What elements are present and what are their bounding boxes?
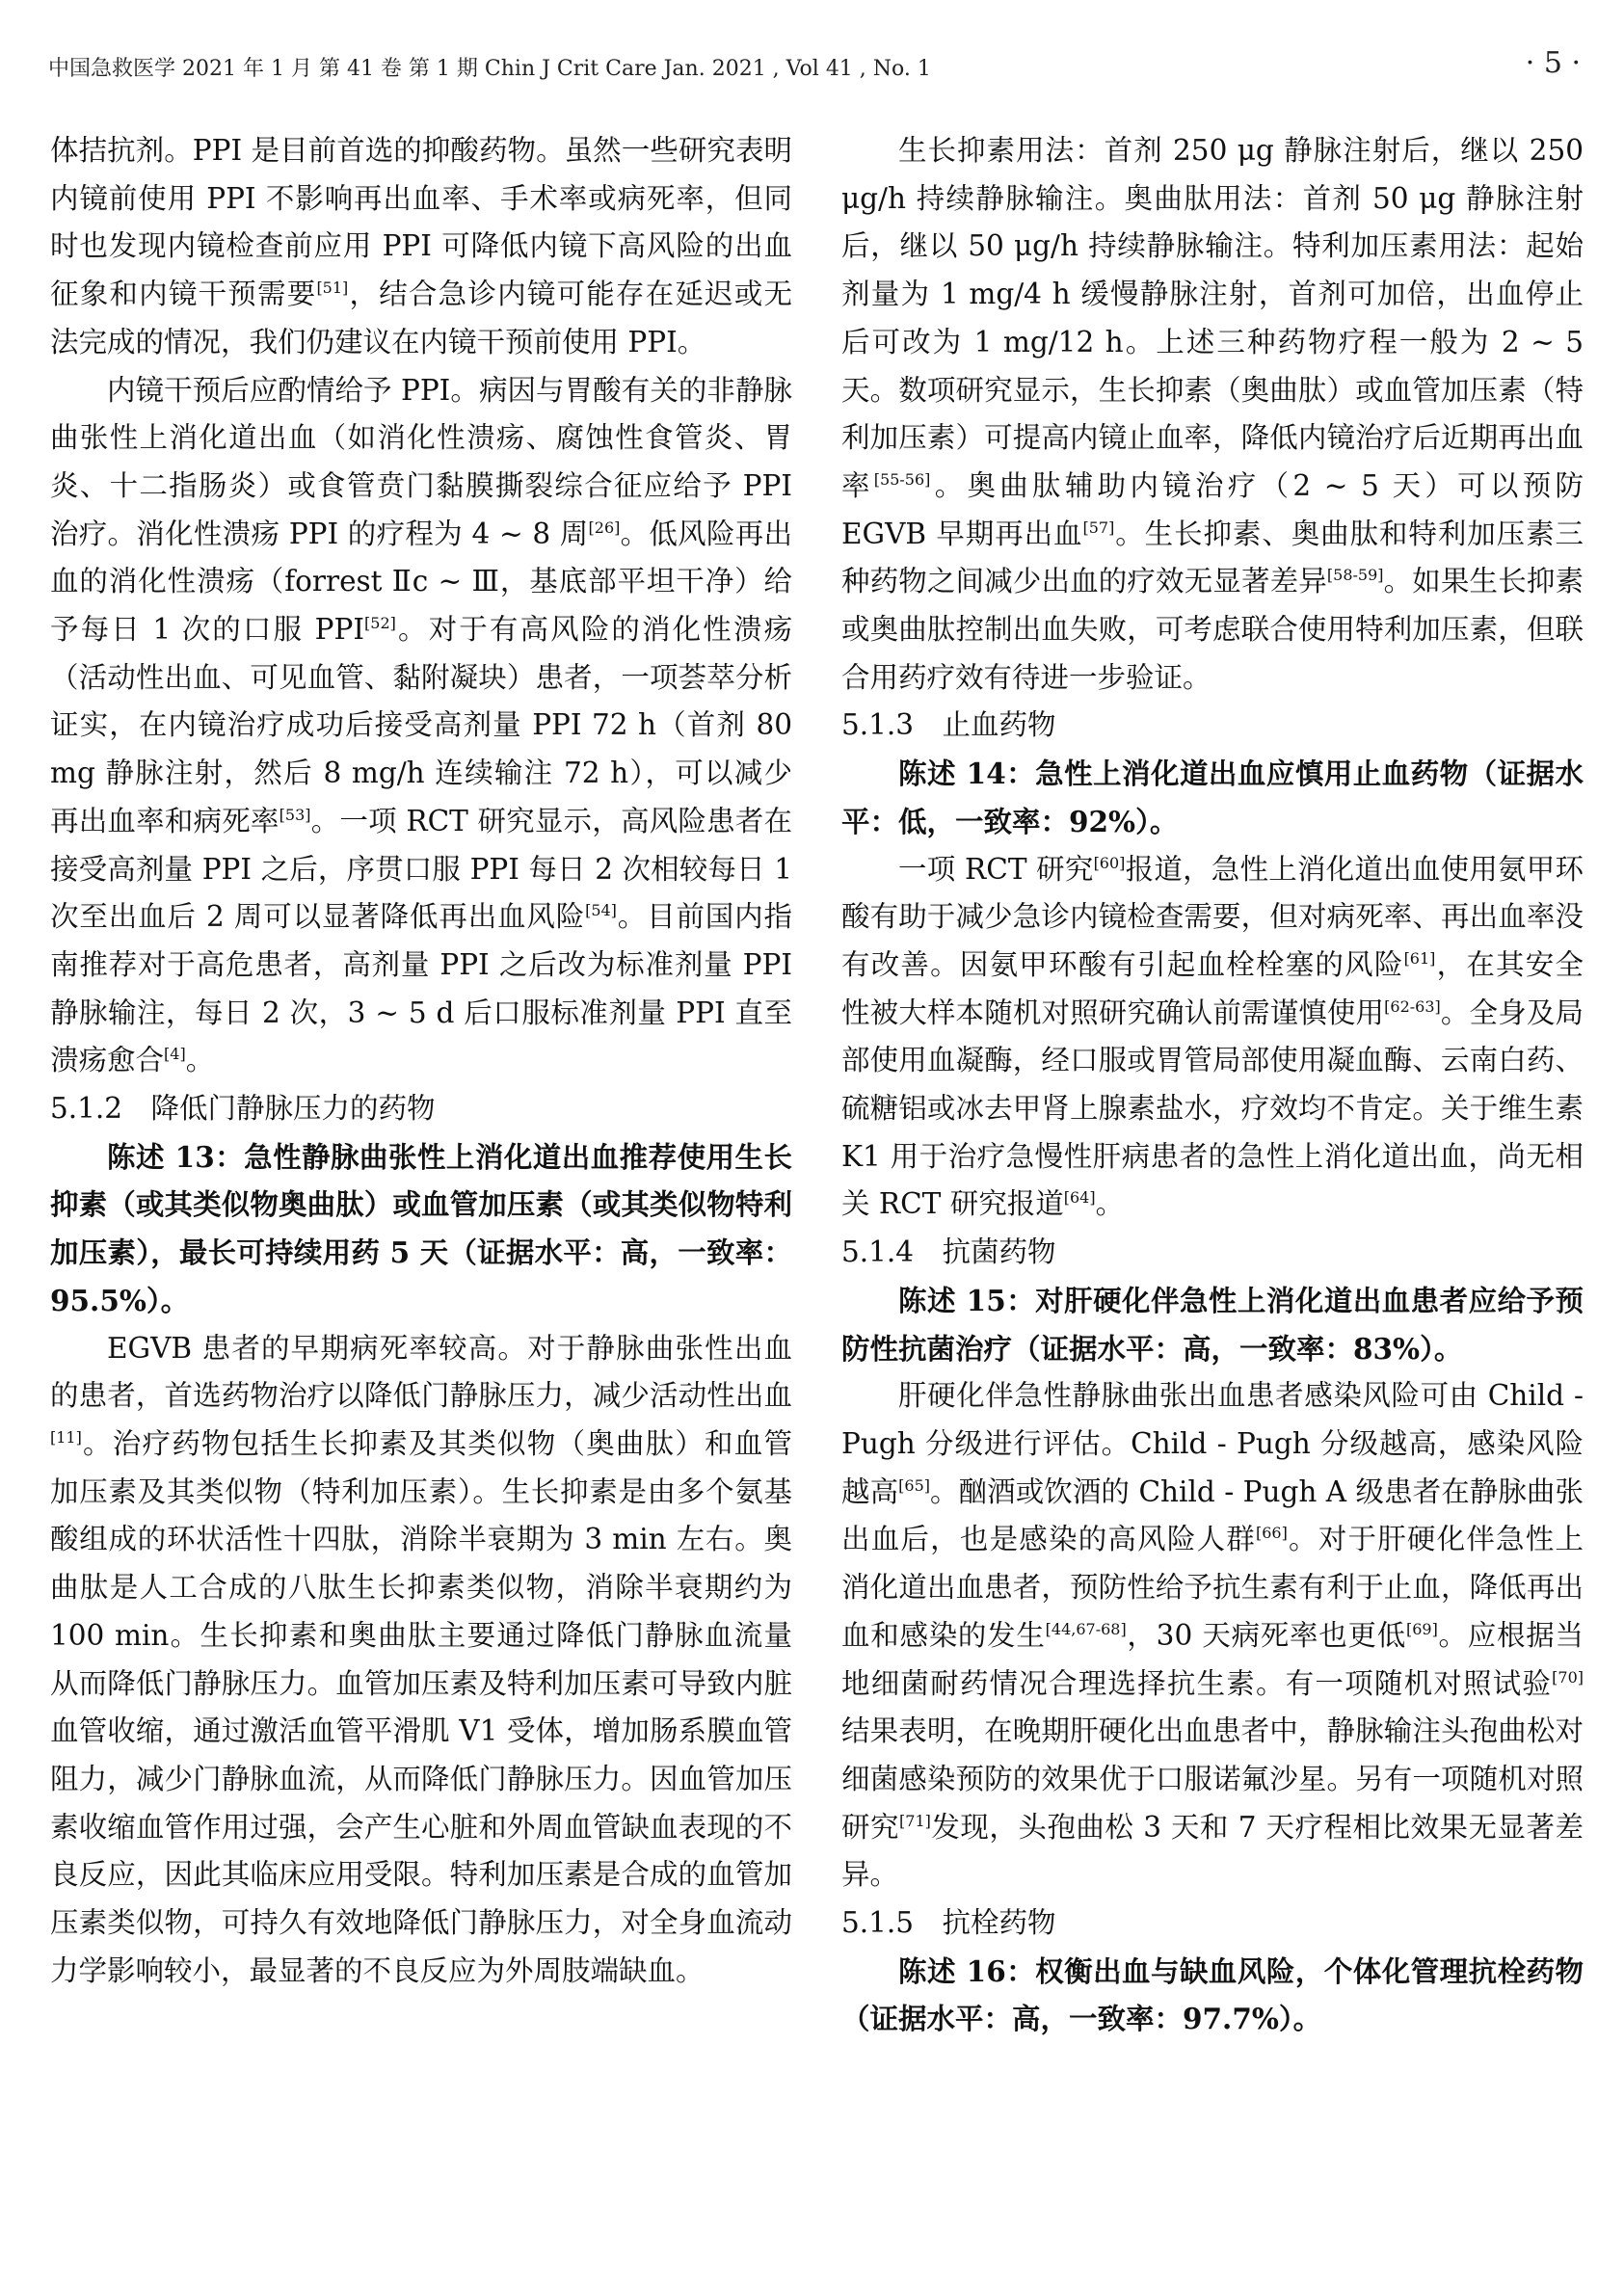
citation: [55-56] bbox=[873, 470, 931, 490]
section-heading-5-1-3: 5.1.3 止血药物 bbox=[841, 708, 1056, 742]
citation: [71] bbox=[899, 1811, 931, 1830]
paragraph-ppi-intro: 体拮抗剂。PPI 是目前首选的抑酸药物。虽然一些研究表明内镜前使用 PPI 不影响再出血率、手术率或病死率，但同时也发现内镜检查前应用 PPI 可降低内镜下高风险的出血征象和内镜干预需要[51]，结合急诊内镜可能存在延迟或无法完成的情况，我们仍建议在内镜干预前使用 PPI。 bbox=[50, 134, 792, 359]
left-column bbox=[50, 127, 792, 1995]
paragraph-dosage: 生长抑素用法：首剂 250 μg 静脉注射后，继以 250 μg/h 持续静脉输注。奥曲肽用法：首剂 50 μg 静脉注射后，继以 50 μg/h 持续静脉输注。特利加压素用法：起始剂量为 1 mg/4 h 缓慢静脉注射，首剂可加倍，出血停止后可改为 1 mg/12 h。上述三种药物疗程一般为 2 ~ 5 天。数项研究显示，生长抑素（奥曲肽）或血管加压素（特利加压素）可提高内镜止血率，降低内镜治疗后近期再出血率[55-56]。奥曲肽辅助内镜治疗（2 ~ 5 天）可以预防 EGVB 早期再出血[57]。生长抑素、奥曲肽和特利加压素三种药物之间减少出血的疗效无显著差异[58-59]。如果生长抑素或奥曲肽控制出血失败，可考虑联合使用特利加压素，但联合用药疗效有待进一步验证。 bbox=[841, 134, 1584, 694]
statement-15: 陈述 15：对肝硬化伴急性上消化道出血患者应给予预防性抗菌治疗（证据水平：高，一致率：83%）。 bbox=[841, 1283, 1584, 1366]
statement-16: 陈述 16：权衡出血与缺血风险，个体化管理抗栓药物（证据水平：高，一致率：97.7%）。 bbox=[841, 1953, 1584, 2036]
citation: [58-59] bbox=[1326, 566, 1384, 585]
citation: [65] bbox=[898, 1475, 930, 1495]
section-heading-5-1-5: 5.1.5 抗栓药物 bbox=[841, 1906, 1056, 1940]
citation: [60] bbox=[1093, 853, 1126, 872]
citation: [70] bbox=[1552, 1667, 1584, 1686]
citation: [51] bbox=[316, 279, 349, 298]
page-header bbox=[48, 46, 1581, 85]
citation: [54] bbox=[585, 901, 617, 920]
paragraph-hemostatics: 一项 RCT 研究[60]报道，急性上消化道出血使用氨甲环酸有助于减少急诊内镜检查需要，但对病死率、再出血率没有改善。因氨甲环酸有引起血栓栓塞的风险[61]，在其安全性被大样本随机对照研究确认前需谨慎使用[62-63]。全身及局部使用血凝酶，经口服或胃管局部使用凝血酶、云南白药、硫糖铝或冰去甲肾上腺素盐水，疗效均不肯定。关于维生素 K1 用于治疗急慢性肝病患者的急性上消化道出血，尚无相关 RCT 研究报道[64]。 bbox=[841, 852, 1584, 1221]
citation: [26] bbox=[588, 518, 621, 537]
citation: [57] bbox=[1082, 518, 1115, 537]
paragraph-antibiotics: 肝硬化伴急性静脉曲张出血患者感染风险可由 Child - Pugh 分级进行评估。Child - Pugh 分级越高，感染风险越高[65]。酗酒或饮酒的 Child - Pugh A 级患者在静脉曲张出血后，也是感染的高风险人群[66]。对于肝硬化伴急性上消化道出血患者，预防性给予抗生素有利于止血，降低再出血和感染的发生[44,67-68]，30 天病死率也更低[69]。应根据当地细菌耐药情况合理选择抗生素。有一项随机对照试验[70]结果表明，在晚期肝硬化出血患者中，静脉输注头孢曲松对细菌感染预防的效果优于口服诺氟沙星。另有一项随机对照研究[71]发现，头孢曲松 3 天和 7 天疗程相比效果无显著差异。 bbox=[841, 1379, 1584, 1892]
statement-13: 陈述 13：急性静脉曲张性上消化道出血推荐使用生长抑素（或其类似物奥曲肽）或血管加压素（或其类似物特利加压素），最长可持续用药 5 天（证据水平：高，一致率：95.5%）。 bbox=[50, 1139, 792, 1317]
statement-14: 陈述 14：急性上消化道出血应慎用止血药物（证据水平：低，一致率：92%）。 bbox=[841, 757, 1584, 838]
citation: [52] bbox=[364, 614, 396, 633]
citation: [11] bbox=[50, 1428, 82, 1447]
journal-citation: 中国急救医学 2021 年 1 月 第 41 卷 第 1 期 Chin J Crit Care Jan. 2021 , Vol 41 , No. 1 bbox=[48, 57, 931, 81]
citation: [61] bbox=[1403, 949, 1436, 969]
paragraph-egvb: EGVB 患者的早期病死率较高。对于静脉曲张性出血的患者，首选药物治疗以降低门静脉压力，减少活动性出血[11]。治疗药物包括生长抑素及其类似物（奥曲肽）和血管加压素及其类似物（特利加压素）。生长抑素是由多个氨基酸组成的环状活性十四肽，消除半衰期为 3 min 左右。奥曲肽是人工合成的八肽生长抑素类似物，消除半衰期约为 100 min。生长抑素和奥曲肽主要通过降低门静脉血流量从而降低门静脉压力。血管加压素及特利加压素可导致内脏血管收缩，通过激活血管平滑肌 V1 受体，增加肠系膜血管阻力，减少门静脉血流，从而降低门静脉压力。因血管加压素收缩血管作用过强，会产生心脏和外周血管缺血表现的不良反应，因此其临床应用受限。特利加压素是合成的血管加压素类似物，可持久有效地降低门静脉压力，对全身血流动力学影响较小，最显著的不良反应为外周肢端缺血。 bbox=[50, 1331, 792, 1987]
citation: [62-63] bbox=[1384, 996, 1441, 1016]
citation: [66] bbox=[1256, 1524, 1288, 1543]
citation: [69] bbox=[1405, 1619, 1438, 1638]
citation: [44,67-68] bbox=[1045, 1619, 1127, 1638]
citation: [53] bbox=[279, 806, 311, 825]
page-number: · 5 · bbox=[1525, 46, 1581, 80]
section-heading-5-1-4: 5.1.4 抗菌药物 bbox=[841, 1235, 1056, 1269]
citation: [64] bbox=[1063, 1188, 1096, 1208]
section-heading-5-1-2: 5.1.2 降低门静脉压力的药物 bbox=[50, 1092, 436, 1126]
right-column bbox=[841, 127, 1584, 2043]
citation: [4] bbox=[164, 1045, 186, 1064]
paragraph-ppi-after-endoscopy: 内镜干预后应酌情给予 PPI。病因与胃酸有关的非静脉曲张性上消化道出血（如消化性溃疡、腐蚀性食管炎、胃炎、十二指肠炎）或食管贲门黏膜撕裂综合征应给予 PPI 治疗。消化性溃疡 PPI 的疗程为 4 ~ 8 周[26]。低风险再出血的消化性溃疡（forrest Ⅱc ~ Ⅲ，基底部平坦干净）给予每日 1 次的口服 PPI[52]。对于有高风险的消化性溃疡（活动性出血、可见血管、黏附凝块）患者，一项荟萃分析证实，在内镜治疗成功后接受高剂量 PPI 72 h（首剂 80 mg 静脉注射，然后 8 mg/h 连续输注 72 h），可以减少再出血率和病死率[53]。一项 RCT 研究显示，高风险患者在接受高剂量 PPI 之后，序贯口服 PPI 每日 2 次相较每日 1 次至出血后 2 周可以显著降低再出血风险[54]。目前国内指南推荐对于高危患者，高剂量 PPI 之后改为标准剂量 PPI 静脉输注，每日 2 次，3 ~ 5 d 后口服标准剂量 PPI 直至溃疡愈合[4]。 bbox=[50, 373, 792, 1077]
